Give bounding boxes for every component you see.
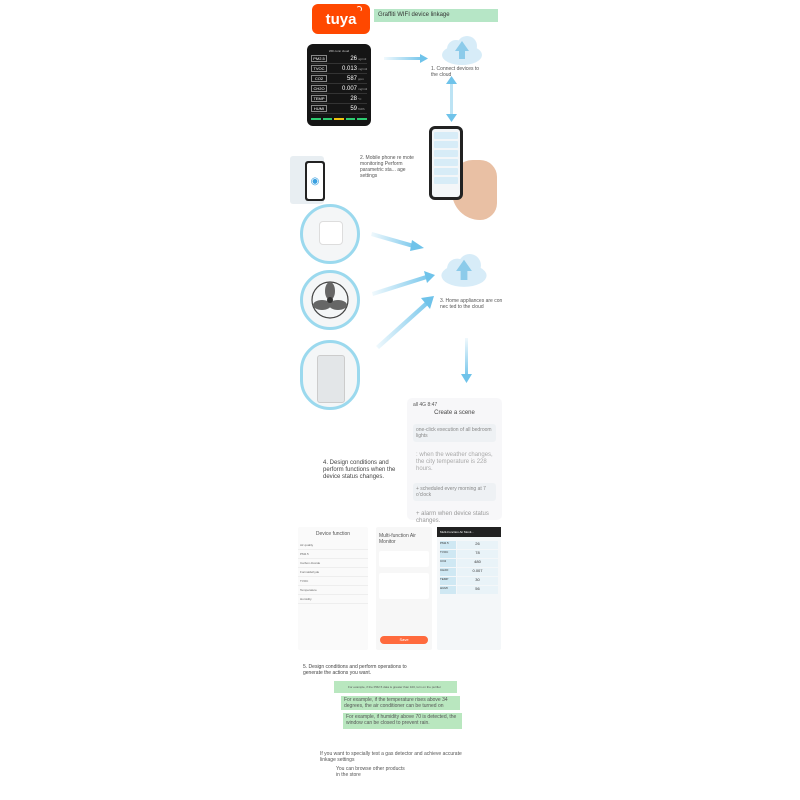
step3-caption: 3. Home appliances are con nec ted to the cloud <box>440 298 503 310</box>
panel-row <box>440 541 498 549</box>
monitor-unit: %Rh <box>358 106 365 111</box>
phone-row <box>434 177 458 184</box>
scene-item-text: + alarm when device status changes. <box>416 511 489 524</box>
monitor-label: CO2 <box>311 75 327 82</box>
shot2-title: Multi-function Air Monitor <box>379 533 416 545</box>
panel-value: 30 <box>457 577 498 585</box>
scene-item-text: + scheduled every morning at 7 o'clock <box>416 486 486 498</box>
example-box: For example, if humidity above 70 is detected, the window can be closed to prevent rain. <box>343 713 462 729</box>
example-box: For example, if the temperature rises above 34 degrees, the air conditioner can be turned on <box>341 696 460 710</box>
action-card[interactable] <box>379 573 429 599</box>
monitor-label: TEMP <box>311 95 327 102</box>
footer-text: You can browse other products in the store <box>336 766 405 778</box>
panel-value: 0.007 <box>457 568 498 576</box>
panel-value: 26 <box>457 541 498 549</box>
headline: Graffiti WIFI device linkage <box>374 9 498 22</box>
example-box: For example, if the PM2.5 data is greater than 100, turn on the purifier <box>334 681 457 693</box>
arrow-plug-to-cloud <box>371 232 424 251</box>
panel-label: PM2.5 <box>440 541 456 549</box>
monitor-label: HUMI <box>311 105 327 112</box>
step5-caption: 5. Design conditions and perform operations to generate the actions you want. <box>303 664 407 676</box>
monitor-label: PM2.5 <box>311 55 327 62</box>
monitor-unit: ug/m3 <box>358 56 367 61</box>
scene-item[interactable] <box>413 483 496 501</box>
screenshot-settings <box>298 527 368 650</box>
monitor-value: 0.013 <box>341 65 357 72</box>
phone-image <box>429 126 463 200</box>
list-item[interactable]: Humidity <box>298 595 368 604</box>
phone-row <box>434 132 458 139</box>
arrow-monitor-to-cloud <box>384 54 428 63</box>
phone-screen <box>432 129 460 197</box>
panel-value: 56 <box>457 586 498 594</box>
panel-row <box>440 586 498 594</box>
scene-header: Create a scene <box>434 410 475 416</box>
cloud-icon <box>439 33 485 69</box>
phone-row <box>434 159 458 166</box>
scene-item[interactable] <box>413 449 496 476</box>
panel-label: HUMI <box>440 586 456 594</box>
footer-text: If you want to specially test a gas detector and achieve accurate linkage settings <box>320 751 462 763</box>
panel-row <box>440 559 498 567</box>
panel-row <box>440 550 498 558</box>
cloud-icon <box>438 250 490 292</box>
scene-item-text: : when the weather changes, the city temperature is 228 hours. <box>416 452 493 472</box>
monitor-value: 587 <box>346 75 357 82</box>
list-item[interactable]: Temperature <box>298 586 368 595</box>
socket-icon <box>319 221 343 245</box>
app-icon: ◉ <box>310 175 320 187</box>
monitor-unit: mg/m3 <box>358 66 368 71</box>
panel-row <box>440 577 498 585</box>
smart-plug-image <box>300 204 360 264</box>
scene-item[interactable] <box>413 424 496 442</box>
monitor-unit: mg/m3 <box>358 86 368 91</box>
plug-phone-image <box>305 161 325 201</box>
monitor-label: TVOC <box>311 65 327 72</box>
monitor-value: 28 <box>350 95 357 102</box>
logo-text: tuya <box>325 10 357 28</box>
monitor-value: 0.007 <box>341 85 357 92</box>
fan-icon <box>303 273 357 327</box>
monitor-value: 59 <box>350 105 357 112</box>
list-item[interactable]: Formaldehyde <box>298 568 368 577</box>
list-item[interactable]: TVOC <box>298 577 368 586</box>
panel-label: CH2O <box>440 568 456 576</box>
scene-item-text: one-click execution of all bedroom lights <box>416 427 492 439</box>
screenshot-automation <box>376 527 432 650</box>
fan-image <box>300 270 360 330</box>
save-button[interactable]: Save <box>380 636 428 644</box>
shot3-title: Multi-Function Air Monit... <box>437 527 501 537</box>
panel-label: TEMP <box>440 577 456 585</box>
step1-caption: 1. Connect devices to the cloud <box>431 66 480 78</box>
phone-row <box>434 168 458 175</box>
panel-label: CO2 <box>440 559 456 567</box>
shot1-title: Device function <box>315 531 351 537</box>
air-purifier-image <box>300 340 360 410</box>
step4-caption: 4. Design conditions and perform functions when the device status changes. <box>323 460 396 480</box>
scene-item[interactable] <box>413 508 496 528</box>
monitor-status: Wifi conn cloud <box>328 49 350 53</box>
panel-row <box>440 568 498 576</box>
step2-caption: 2. Mobile phone re mote monitoring Perform parametric sta... age settings <box>360 155 414 179</box>
condition-card[interactable] <box>379 551 429 567</box>
screenshot-device-panel <box>437 527 501 650</box>
phone-row <box>434 150 458 157</box>
list-item[interactable]: Carbon dioxide <box>298 559 368 568</box>
monitor-unit: ppm <box>358 76 364 81</box>
purifier-icon <box>317 355 345 403</box>
panel-value: 78 <box>457 550 498 558</box>
arrow-cloud-phone <box>446 76 457 122</box>
panel-label: TVOC <box>440 550 456 558</box>
list-item[interactable]: PM2.5 <box>298 550 368 559</box>
arrow-purifier-to-cloud <box>376 296 434 349</box>
monitor-value: 26 <box>350 55 357 62</box>
arrow-fan-to-cloud <box>372 271 435 296</box>
list-item[interactable]: Air quality <box>298 541 368 550</box>
monitor-unit: °C <box>358 96 362 101</box>
scene-card <box>407 398 502 524</box>
scene-status-bar: all 4G 8:47 <box>413 402 438 408</box>
monitor-label: CH2O <box>311 85 327 92</box>
phone-row <box>434 141 458 148</box>
panel-value: 480 <box>457 559 498 567</box>
arrow-cloud-down <box>461 338 472 383</box>
